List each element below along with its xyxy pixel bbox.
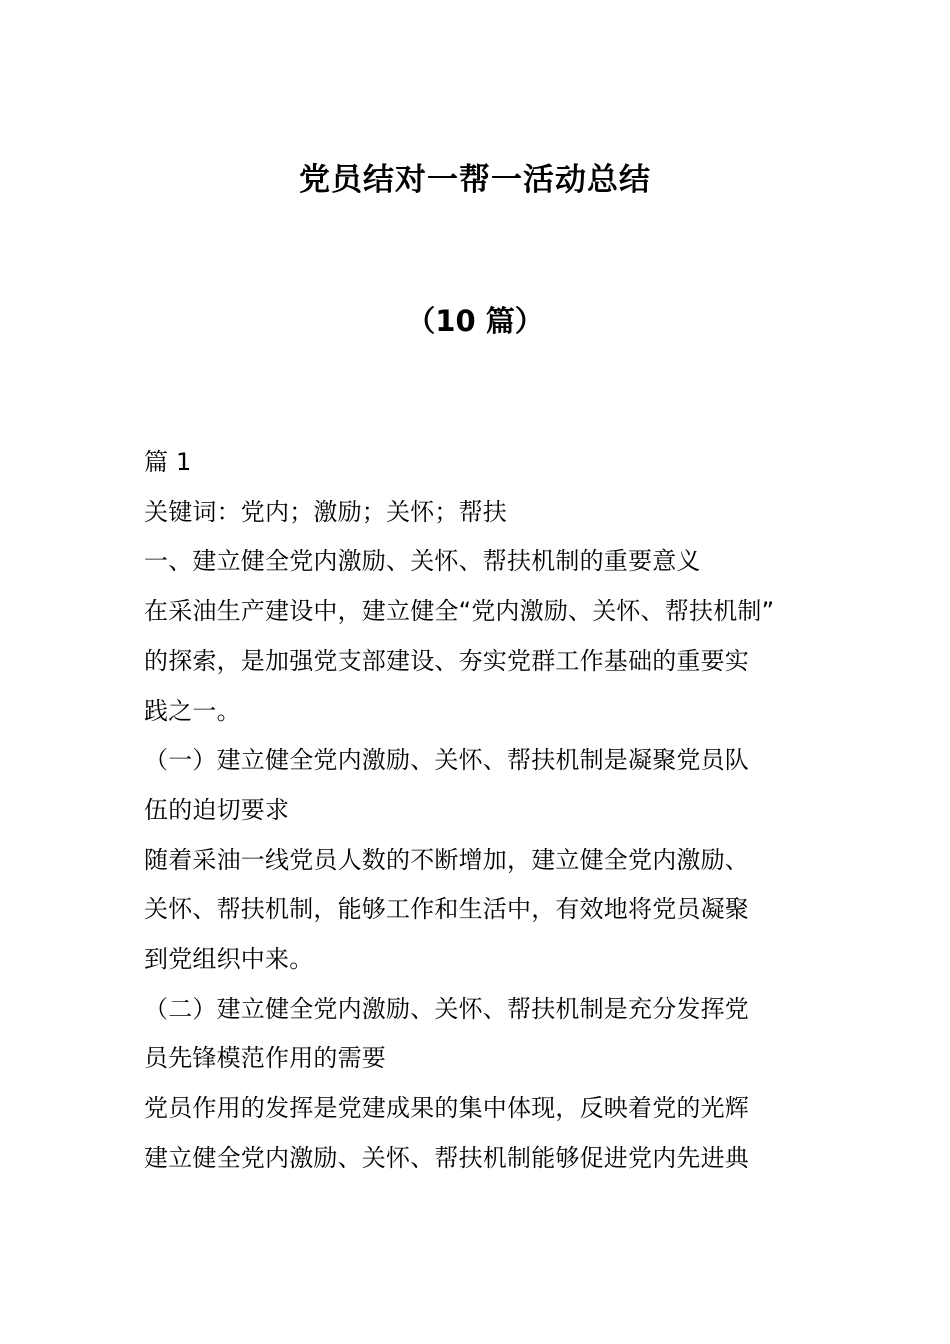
section-label: 篇 1 [144, 448, 192, 476]
subheading-line: （二）建立健全党内激励、关怀、帮扶机制是充分发挥党 [144, 994, 749, 1023]
paragraph-line: 的探索，是加强党支部建设、夯实党群工作基础的重要实 [144, 646, 749, 675]
paragraph-line: 在采油生产建设中，建立健全“党内激励、关怀、帮扶机制” [144, 597, 775, 626]
paragraph-line: 党员作用的发挥是党建成果的集中体现，反映着党的光辉 [144, 1094, 749, 1123]
document-subtitle: （10 篇） [406, 304, 544, 338]
section-heading: 一、建立健全党内激励、关怀、帮扶机制的重要意义 [144, 547, 701, 576]
paragraph-line: 随着采油一线党员人数的不断增加，建立健全党内激励、 [144, 845, 749, 874]
keywords-line: 关键词：党内；激励；关怀；帮扶 [144, 497, 507, 526]
paragraph-line: 关怀、帮扶机制，能够工作和生活中，有效地将党员凝聚 [144, 895, 749, 924]
subheading-line: （一）建立健全党内激励、关怀、帮扶机制是凝聚党员队 [144, 746, 749, 775]
paragraph-line: 建立健全党内激励、关怀、帮扶机制能够促进党内先进典 [144, 1143, 749, 1172]
document-body [144, 438, 810, 1184]
document-title: 党员结对一帮一活动总结 [299, 162, 651, 198]
paragraph-line: 到党组织中来。 [144, 945, 314, 974]
subheading-line: 员先锋模范作用的需要 [144, 1044, 386, 1073]
subheading-line: 伍的迫切要求 [144, 795, 290, 824]
paragraph-line: 践之一。 [144, 696, 241, 725]
